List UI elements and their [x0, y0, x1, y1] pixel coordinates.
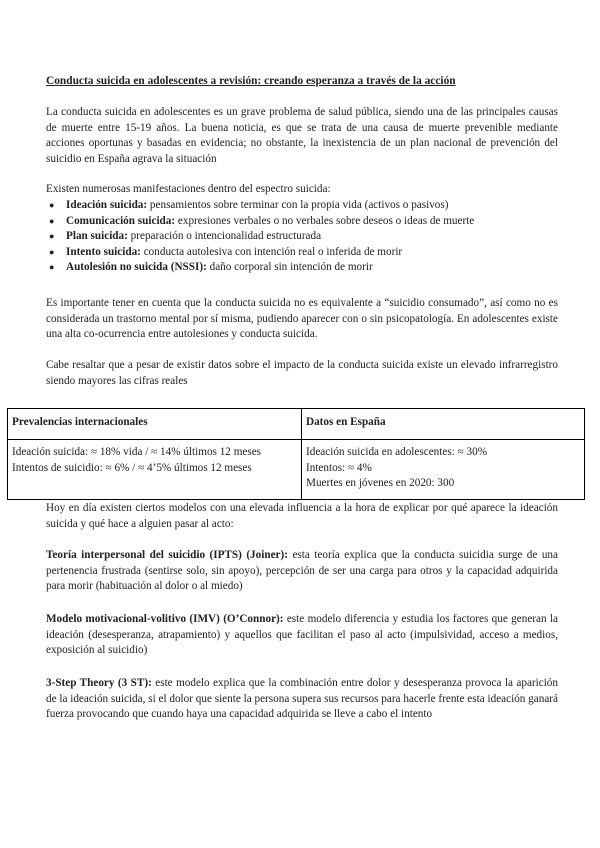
importance-paragraph: Es importante tener en cuenta que la conducta suicida no es equivalente a “suicidio consumado”, así como no es considerada un trastorno mental por sí misma, pudiendo aparecer con o sin psicopatología. En adolescentes existe una alta co-ocurrencia entre autolesiones y conducta suicida. — [46, 297, 558, 341]
model-desc: este modelo explica que la combinación entre dolor y desesperanza provoca la aparición de la ideación suicida, si el dolor que siente la persona supera sus recursos para hacerle frente esta ideación ganará fuerza provocando que cuando haya una capacidad adquirida se lleve a cabo el intento — [46, 677, 558, 721]
underreport-paragraph: Cabe resaltar que a pesar de existir datos sobre el impacto de la conducta suicida existe un elevado infrarregistro siendo mayores las cifras reales — [46, 359, 558, 387]
list-item — [46, 260, 558, 276]
list-item-term: Autolesión no suicida (NSSI): — [66, 261, 207, 274]
spectrum-intro: Existen numerosas manifestaciones dentro del espectro suicida: — [46, 183, 331, 195]
model-paragraph-3st — [46, 676, 558, 723]
list-item-desc: preparación o intencionalidad estructurada — [127, 230, 322, 243]
list-item-term: Plan suicida: — [66, 230, 128, 243]
list-item — [46, 214, 558, 230]
list-item — [46, 245, 558, 261]
model-term: Teoría interpersonal del suicidio (IPTS) (Joiner): — [46, 549, 288, 561]
cell-line: Muertes en jóvenes en 2020: 300 — [306, 477, 455, 490]
list-item-term: Comunicación suicida: — [66, 214, 176, 227]
list-item-term: Intento suicida: — [66, 245, 141, 258]
list-item-desc: conducta autolesiva con intención real o inferida de morir — [140, 245, 403, 258]
cell-line: Intentos: ≈ 4% — [306, 461, 372, 474]
table-header-spain: Datos en España — [302, 409, 585, 440]
list-item-term: Ideación suicida: — [66, 199, 148, 211]
cell-line: Ideación suicida en adolescentes: ≈ 30% — [306, 446, 488, 458]
table-cell-spain — [302, 440, 585, 500]
model-desc: este modelo diferencia y estudia los factores que generan la ideación (desesperanza, atrapamiento) y aquellos que facilitan el paso al acto (impulsividad, acceso a medios, exposición al suicidio) — [46, 613, 558, 657]
model-paragraph-ipts — [46, 548, 558, 595]
list-item-desc: pensamientos sobre terminar con la propia vida (activos o pasivos) — [147, 199, 449, 211]
cell-line: Intentos de suicidio: ≈ 6% / ≈ 4’5% últimos 12 meses — [12, 461, 252, 474]
table-header-row — [8, 409, 585, 440]
table-row — [8, 440, 585, 500]
list-item-desc: expresiones verbales o no verbales sobre deseos o ideas de muerte — [175, 214, 475, 227]
cell-line: Ideación suicida: ≈ 18% vida / ≈ 14% últimos 12 meses — [12, 446, 262, 458]
model-desc: esta teoría explica que la conducta suicidia surge de una pertenencia frustrada (sentirse solo, sin apoyo), percepción de ser una carga para otros y la capacidad adquirida para morir (habituación al dolor o al miedo) — [46, 549, 558, 593]
table-header-international: Prevalencias internacionales — [8, 409, 302, 440]
model-term: 3-Step Theory (3 ST): — [46, 677, 152, 689]
model-term: Modelo motivacional-volitivo (IMV) (O’Connor): — [46, 613, 284, 625]
spectrum-list — [46, 198, 558, 276]
model-paragraph-imv — [46, 612, 558, 659]
prevalence-table — [7, 408, 585, 500]
table-cell-international — [8, 440, 302, 500]
document-title: Conducta suicida en adolescentes a revisión: creando esperanza a través de la acción — [46, 75, 456, 87]
intro-paragraph: La conducta suicida en adolescentes es un grave problema de salud pública, siendo una de las principales causas de muerte entre 15-19 años. La buena noticia, es que se trata de una causa de muerte prevenible mediante acciones oportunas y basadas en evidencia; no obstante, la inexistencia de un plan nacional de prevención del suicidio en España agrava la situación — [46, 106, 558, 165]
list-item — [46, 198, 558, 214]
list-item — [46, 229, 558, 245]
models-intro-paragraph: Hoy en día existen ciertos modelos con una elevada influencia a la hora de explicar por qué aparece la ideación suicida y qué hace a alguien pasar al acto: — [46, 502, 558, 530]
list-item-desc: daño corporal sin intención de morir — [206, 261, 373, 274]
